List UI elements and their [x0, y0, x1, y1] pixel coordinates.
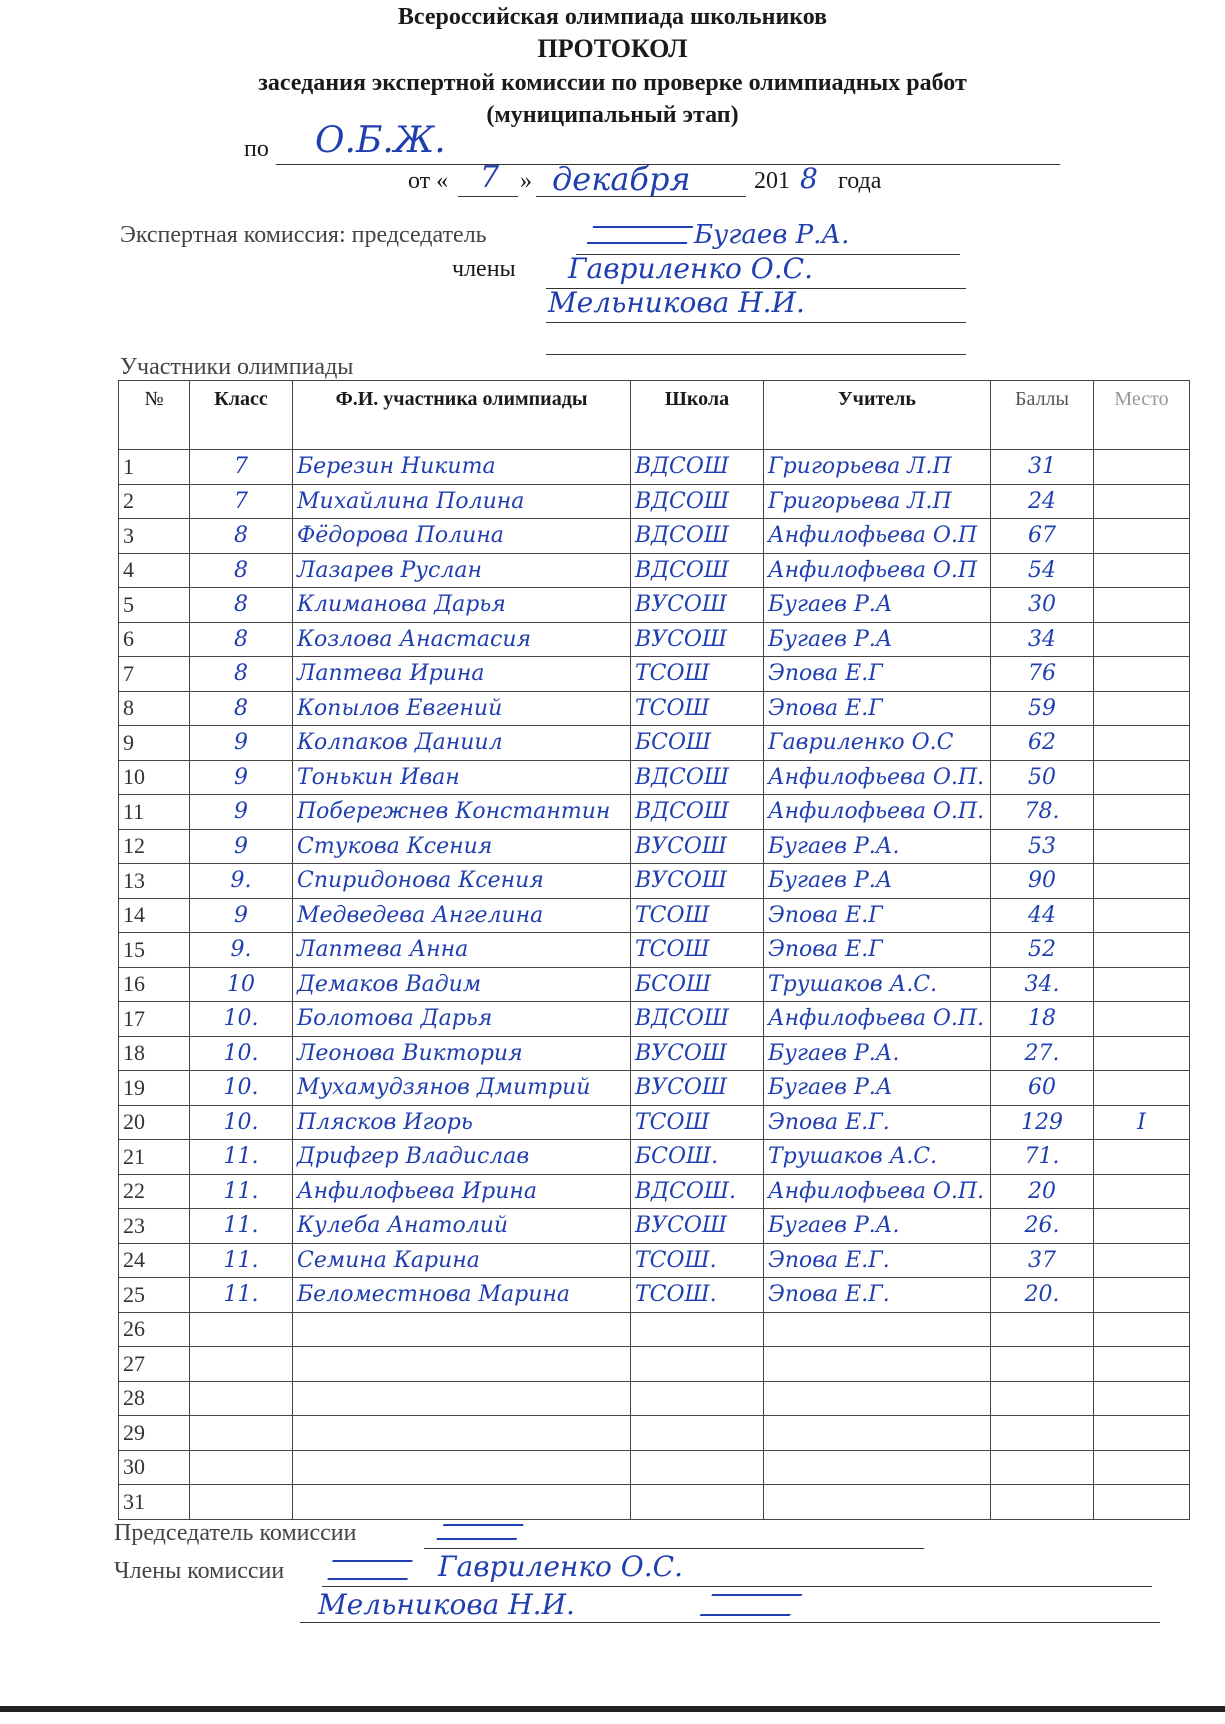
row-number: 9: [119, 726, 190, 761]
row-number: 22: [119, 1174, 190, 1209]
score-cell: 18: [991, 1002, 1094, 1037]
score-cell: 59: [991, 691, 1094, 726]
grade-cell: 7: [190, 484, 293, 519]
row-number: 20: [119, 1105, 190, 1140]
score-cell: 27.: [991, 1036, 1094, 1071]
school-cell: ТСОШ: [631, 691, 764, 726]
grade-cell: [190, 1347, 293, 1382]
school-cell: [631, 1312, 764, 1347]
score-cell: 78.: [991, 795, 1094, 830]
chair-signature-mark: [587, 226, 694, 244]
col-header-score: Баллы: [991, 381, 1094, 450]
date-prefix: от «: [408, 168, 449, 194]
school-cell: ВДСОШ: [631, 760, 764, 795]
col-header-name: Ф.И. участника олимпиады: [293, 381, 631, 450]
score-cell: 31: [991, 450, 1094, 485]
table-row: [119, 1450, 1190, 1485]
participant-name-cell: Климанова Дарья: [293, 588, 631, 623]
footer-member2-underline: [300, 1622, 1160, 1623]
score-cell: 129: [991, 1105, 1094, 1140]
place-cell: [1094, 1243, 1190, 1278]
school-cell: [631, 1347, 764, 1382]
score-cell: 67: [991, 519, 1094, 554]
participant-name-cell: [293, 1381, 631, 1416]
table-row: [119, 726, 1190, 761]
row-number: 30: [119, 1450, 190, 1485]
school-cell: БСОШ.: [631, 1140, 764, 1175]
header-line-1: Всероссийская олимпиада школьников: [397, 4, 828, 30]
school-cell: [631, 1485, 764, 1520]
commission-chair-value: Бугаев Р.А.: [694, 220, 850, 250]
place-cell: [1094, 1381, 1190, 1416]
place-cell: [1094, 622, 1190, 657]
table-row: [119, 588, 1190, 623]
score-cell: 30: [991, 588, 1094, 623]
participant-name-cell: Лаптева Анна: [293, 933, 631, 968]
grade-cell: [190, 1416, 293, 1451]
participant-name-cell: Спиридонова Ксения: [293, 864, 631, 899]
grade-cell: [190, 1312, 293, 1347]
subject-label: по: [244, 136, 269, 162]
place-cell: [1094, 691, 1190, 726]
date-mid: »: [520, 168, 532, 194]
footer-member1-underline: [322, 1586, 1152, 1587]
participant-name-cell: Копылов Евгений: [293, 691, 631, 726]
table-row: [119, 691, 1190, 726]
header-line-4: (муниципальный этап): [486, 102, 739, 128]
place-cell: [1094, 829, 1190, 864]
score-cell: 50: [991, 760, 1094, 795]
school-cell: ВУСОШ: [631, 622, 764, 657]
place-cell: [1094, 1209, 1190, 1244]
teacher-cell: Бугаев Р.А: [764, 622, 991, 657]
score-cell: 90: [991, 864, 1094, 899]
grade-cell: [190, 1381, 293, 1416]
place-cell: [1094, 1347, 1190, 1382]
teacher-cell: Бугаев Р.А.: [764, 1209, 991, 1244]
participant-name-cell: [293, 1347, 631, 1382]
commission-members-label: члены: [452, 256, 516, 282]
participant-name-cell: Лазарев Руслан: [293, 553, 631, 588]
date-month-underline: [536, 196, 746, 197]
table-row: [119, 864, 1190, 899]
table-row: [119, 795, 1190, 830]
row-number: 5: [119, 588, 190, 623]
table-row: [119, 657, 1190, 692]
score-cell: [991, 1485, 1094, 1520]
row-number: 7: [119, 657, 190, 692]
table-row: [119, 829, 1190, 864]
table-row: [119, 519, 1190, 554]
row-number: 19: [119, 1071, 190, 1106]
col-header-grade: Класс: [190, 381, 293, 450]
teacher-cell: Трушаков А.С.: [764, 967, 991, 1002]
score-cell: 44: [991, 898, 1094, 933]
row-number: 31: [119, 1485, 190, 1520]
row-number: 28: [119, 1381, 190, 1416]
score-cell: [991, 1416, 1094, 1451]
grade-cell: 11.: [190, 1209, 293, 1244]
place-cell: [1094, 1002, 1190, 1037]
row-number: 17: [119, 1002, 190, 1037]
place-cell: [1094, 1485, 1190, 1520]
participant-name-cell: Кулеба Анатолий: [293, 1209, 631, 1244]
school-cell: [631, 1450, 764, 1485]
teacher-cell: [764, 1485, 991, 1520]
place-cell: [1094, 1416, 1190, 1451]
participant-name-cell: Беломестнова Марина: [293, 1278, 631, 1313]
header-line-3: заседания экспертной комиссии по проверке олимпиадных работ: [258, 70, 967, 96]
grade-cell: 7: [190, 450, 293, 485]
row-number: 1: [119, 450, 190, 485]
teacher-cell: Анфилофьева О.П: [764, 553, 991, 588]
row-number: 16: [119, 967, 190, 1002]
school-cell: ВУСОШ: [631, 1036, 764, 1071]
participant-name-cell: Тонькин Иван: [293, 760, 631, 795]
teacher-cell: [764, 1416, 991, 1451]
row-number: 4: [119, 553, 190, 588]
table-row: [119, 1278, 1190, 1313]
commission-member-1: Гавриленко О.С.: [568, 252, 813, 285]
grade-cell: 9.: [190, 933, 293, 968]
grade-cell: 8: [190, 588, 293, 623]
table-row: [119, 760, 1190, 795]
school-cell: ТСОШ: [631, 933, 764, 968]
place-cell: [1094, 967, 1190, 1002]
teacher-cell: Эпова Е.Г.: [764, 1243, 991, 1278]
participant-name-cell: Плясков Игорь: [293, 1105, 631, 1140]
teacher-cell: Анфилофьева О.П.: [764, 1174, 991, 1209]
teacher-cell: Анфилофьева О.П: [764, 519, 991, 554]
school-cell: ВДСОШ.: [631, 1174, 764, 1209]
participant-name-cell: Болотова Дарья: [293, 1002, 631, 1037]
teacher-cell: [764, 1347, 991, 1382]
participants-label: Участники олимпиады: [120, 354, 354, 380]
place-cell: I: [1094, 1105, 1190, 1140]
table-row: [119, 1140, 1190, 1175]
date-suffix: года: [838, 168, 882, 194]
grade-cell: [190, 1450, 293, 1485]
row-number: 21: [119, 1140, 190, 1175]
footer-chair-signature-mark: [436, 1524, 523, 1540]
participants-table: [118, 380, 1190, 1520]
teacher-cell: Бугаев Р.А: [764, 1071, 991, 1106]
score-cell: 24: [991, 484, 1094, 519]
participant-name-cell: Лаптева Ирина: [293, 657, 631, 692]
participant-name-cell: [293, 1416, 631, 1451]
score-cell: [991, 1347, 1094, 1382]
footer-chair-underline: [424, 1548, 924, 1549]
scan-bottom-edge: [0, 1706, 1225, 1712]
footer-member-1: Гавриленко О.С.: [438, 1550, 683, 1583]
school-cell: ТСОШ: [631, 1105, 764, 1140]
footer-member-2: Мельникова Н.И.: [318, 1588, 575, 1621]
date-month: декабря: [552, 160, 691, 198]
score-cell: 62: [991, 726, 1094, 761]
table-row: [119, 450, 1190, 485]
date-day: 7: [480, 160, 500, 195]
score-cell: 60: [991, 1071, 1094, 1106]
date-day-underline: [458, 196, 518, 197]
table-row: [119, 1243, 1190, 1278]
school-cell: ВДСОШ: [631, 450, 764, 485]
table-row: [119, 1105, 1190, 1140]
place-cell: [1094, 795, 1190, 830]
teacher-cell: [764, 1450, 991, 1485]
footer-member2-signature-mark: [700, 1594, 803, 1616]
table-header-row: [119, 381, 1190, 450]
place-cell: [1094, 933, 1190, 968]
grade-cell: 8: [190, 657, 293, 692]
participant-name-cell: Семина Карина: [293, 1243, 631, 1278]
school-cell: ВДСОШ: [631, 519, 764, 554]
participant-name-cell: Стукова Ксения: [293, 829, 631, 864]
school-cell: ВУСОШ: [631, 829, 764, 864]
row-number: 15: [119, 933, 190, 968]
place-cell: [1094, 553, 1190, 588]
place-cell: [1094, 1036, 1190, 1071]
member3-underline: [546, 354, 966, 355]
place-cell: [1094, 864, 1190, 899]
teacher-cell: Бугаев Р.А.: [764, 829, 991, 864]
school-cell: ВДСОШ: [631, 484, 764, 519]
score-cell: 76: [991, 657, 1094, 692]
score-cell: 71.: [991, 1140, 1094, 1175]
grade-cell: 11.: [190, 1243, 293, 1278]
place-cell: [1094, 1174, 1190, 1209]
school-cell: ВДСОШ: [631, 553, 764, 588]
place-cell: [1094, 519, 1190, 554]
participant-name-cell: Колпаков Даниил: [293, 726, 631, 761]
grade-cell: 9: [190, 760, 293, 795]
participant-name-cell: [293, 1312, 631, 1347]
teacher-cell: Бугаев Р.А.: [764, 1036, 991, 1071]
table-row: [119, 1312, 1190, 1347]
grade-cell: 9: [190, 795, 293, 830]
place-cell: [1094, 1450, 1190, 1485]
member2-underline: [546, 322, 966, 323]
grade-cell: 11.: [190, 1140, 293, 1175]
teacher-cell: Анфилофьева О.П.: [764, 1002, 991, 1037]
row-number: 12: [119, 829, 190, 864]
teacher-cell: Анфилофьева О.П.: [764, 760, 991, 795]
place-cell: [1094, 726, 1190, 761]
row-number: 27: [119, 1347, 190, 1382]
date-year-prefix: 201: [754, 168, 790, 194]
score-cell: 34: [991, 622, 1094, 657]
table-row: [119, 553, 1190, 588]
row-number: 29: [119, 1416, 190, 1451]
row-number: 18: [119, 1036, 190, 1071]
row-number: 11: [119, 795, 190, 830]
teacher-cell: Эпова Е.Г: [764, 691, 991, 726]
school-cell: БСОШ: [631, 967, 764, 1002]
row-number: 10: [119, 760, 190, 795]
grade-cell: 11.: [190, 1278, 293, 1313]
teacher-cell: Эпова Е.Г: [764, 657, 991, 692]
score-cell: [991, 1450, 1094, 1485]
footer-chair-label: Председатель комиссии: [114, 1520, 357, 1546]
teacher-cell: [764, 1381, 991, 1416]
place-cell: [1094, 484, 1190, 519]
row-number: 26: [119, 1312, 190, 1347]
teacher-cell: [764, 1312, 991, 1347]
col-header-school: Школа: [631, 381, 764, 450]
school-cell: ВУСОШ: [631, 588, 764, 623]
row-number: 24: [119, 1243, 190, 1278]
participant-name-cell: Демаков Вадим: [293, 967, 631, 1002]
table-row: [119, 622, 1190, 657]
col-header-place: Место: [1094, 381, 1190, 450]
teacher-cell: Григорьева Л.П: [764, 450, 991, 485]
teacher-cell: Бугаев Р.А: [764, 588, 991, 623]
teacher-cell: Эпова Е.Г: [764, 898, 991, 933]
school-cell: [631, 1381, 764, 1416]
table-row: [119, 967, 1190, 1002]
grade-cell: 8: [190, 691, 293, 726]
school-cell: ВДСОШ: [631, 795, 764, 830]
participant-name-cell: [293, 1450, 631, 1485]
grade-cell: 10: [190, 967, 293, 1002]
place-cell: [1094, 1312, 1190, 1347]
school-cell: ТСОШ: [631, 898, 764, 933]
participant-name-cell: Фёдорова Полина: [293, 519, 631, 554]
commission-chair-label: Экспертная комиссия: председатель: [120, 222, 487, 248]
place-cell: [1094, 760, 1190, 795]
place-cell: [1094, 450, 1190, 485]
participant-name-cell: Козлова Анастасия: [293, 622, 631, 657]
grade-cell: 8: [190, 622, 293, 657]
header-title: ПРОТОКОЛ: [537, 34, 688, 63]
row-number: 13: [119, 864, 190, 899]
participant-name-cell: Анфилофьева Ирина: [293, 1174, 631, 1209]
row-number: 25: [119, 1278, 190, 1313]
place-cell: [1094, 588, 1190, 623]
place-cell: [1094, 1278, 1190, 1313]
place-cell: [1094, 657, 1190, 692]
score-cell: 52: [991, 933, 1094, 968]
participant-name-cell: Леонова Виктория: [293, 1036, 631, 1071]
table-row: [119, 1174, 1190, 1209]
grade-cell: 8: [190, 553, 293, 588]
score-cell: [991, 1381, 1094, 1416]
school-cell: ВДСОШ: [631, 1002, 764, 1037]
school-cell: ТСОШ.: [631, 1278, 764, 1313]
grade-cell: 9: [190, 898, 293, 933]
row-number: 14: [119, 898, 190, 933]
date-year-digit: 8: [800, 162, 818, 195]
row-number: 23: [119, 1209, 190, 1244]
score-cell: 20: [991, 1174, 1094, 1209]
participant-name-cell: Березин Никита: [293, 450, 631, 485]
grade-cell: 10.: [190, 1036, 293, 1071]
footer-member1-signature-mark: [327, 1560, 412, 1580]
grade-cell: 10.: [190, 1002, 293, 1037]
participant-name-cell: [293, 1485, 631, 1520]
place-cell: [1094, 1140, 1190, 1175]
commission-member-2: Мельникова Н.И.: [548, 286, 805, 319]
score-cell: [991, 1312, 1094, 1347]
score-cell: 37: [991, 1243, 1094, 1278]
participant-name-cell: Побережнев Константин: [293, 795, 631, 830]
score-cell: 26.: [991, 1209, 1094, 1244]
table-row: [119, 484, 1190, 519]
teacher-cell: Анфилофьева О.П.: [764, 795, 991, 830]
participant-name-cell: Медведева Ангелина: [293, 898, 631, 933]
school-cell: ВУСОШ: [631, 864, 764, 899]
school-cell: ВУСОШ: [631, 1071, 764, 1106]
participant-name-cell: Мухамудзянов Дмитрий: [293, 1071, 631, 1106]
teacher-cell: Эпова Е.Г.: [764, 1105, 991, 1140]
table-row: [119, 1347, 1190, 1382]
score-cell: 53: [991, 829, 1094, 864]
participant-name-cell: Дрифгер Владислав: [293, 1140, 631, 1175]
place-cell: [1094, 1071, 1190, 1106]
grade-cell: 11.: [190, 1174, 293, 1209]
subject-value: О.Б.Ж.: [315, 120, 446, 161]
teacher-cell: Эпова Е.Г.: [764, 1278, 991, 1313]
school-cell: ТСОШ.: [631, 1243, 764, 1278]
table-row: [119, 898, 1190, 933]
table-row: [119, 1002, 1190, 1037]
school-cell: ВУСОШ: [631, 1209, 764, 1244]
table-row: [119, 1485, 1190, 1520]
grade-cell: 9: [190, 829, 293, 864]
row-number: 3: [119, 519, 190, 554]
table-row: [119, 933, 1190, 968]
table-row: [119, 1209, 1190, 1244]
table-row: [119, 1416, 1190, 1451]
grade-cell: 10.: [190, 1071, 293, 1106]
score-cell: 54: [991, 553, 1094, 588]
table-row: [119, 1036, 1190, 1071]
table-row: [119, 1381, 1190, 1416]
grade-cell: 8: [190, 519, 293, 554]
teacher-cell: Трушаков А.С.: [764, 1140, 991, 1175]
teacher-cell: Бугаев Р.А: [764, 864, 991, 899]
grade-cell: 9.: [190, 864, 293, 899]
participant-name-cell: Михайлина Полина: [293, 484, 631, 519]
school-cell: [631, 1416, 764, 1451]
row-number: 8: [119, 691, 190, 726]
score-cell: 34.: [991, 967, 1094, 1002]
grade-cell: 10.: [190, 1105, 293, 1140]
row-number: 2: [119, 484, 190, 519]
col-header-number: №: [119, 381, 190, 450]
teacher-cell: Григорьева Л.П: [764, 484, 991, 519]
school-cell: ТСОШ: [631, 657, 764, 692]
col-header-teacher: Учитель: [764, 381, 991, 450]
score-cell: 20.: [991, 1278, 1094, 1313]
school-cell: БСОШ: [631, 726, 764, 761]
footer-members-label: Члены комиссии: [114, 1558, 285, 1584]
grade-cell: 9: [190, 726, 293, 761]
grade-cell: [190, 1485, 293, 1520]
place-cell: [1094, 898, 1190, 933]
table-row: [119, 1071, 1190, 1106]
row-number: 6: [119, 622, 190, 657]
teacher-cell: Гавриленко О.С: [764, 726, 991, 761]
teacher-cell: Эпова Е.Г: [764, 933, 991, 968]
